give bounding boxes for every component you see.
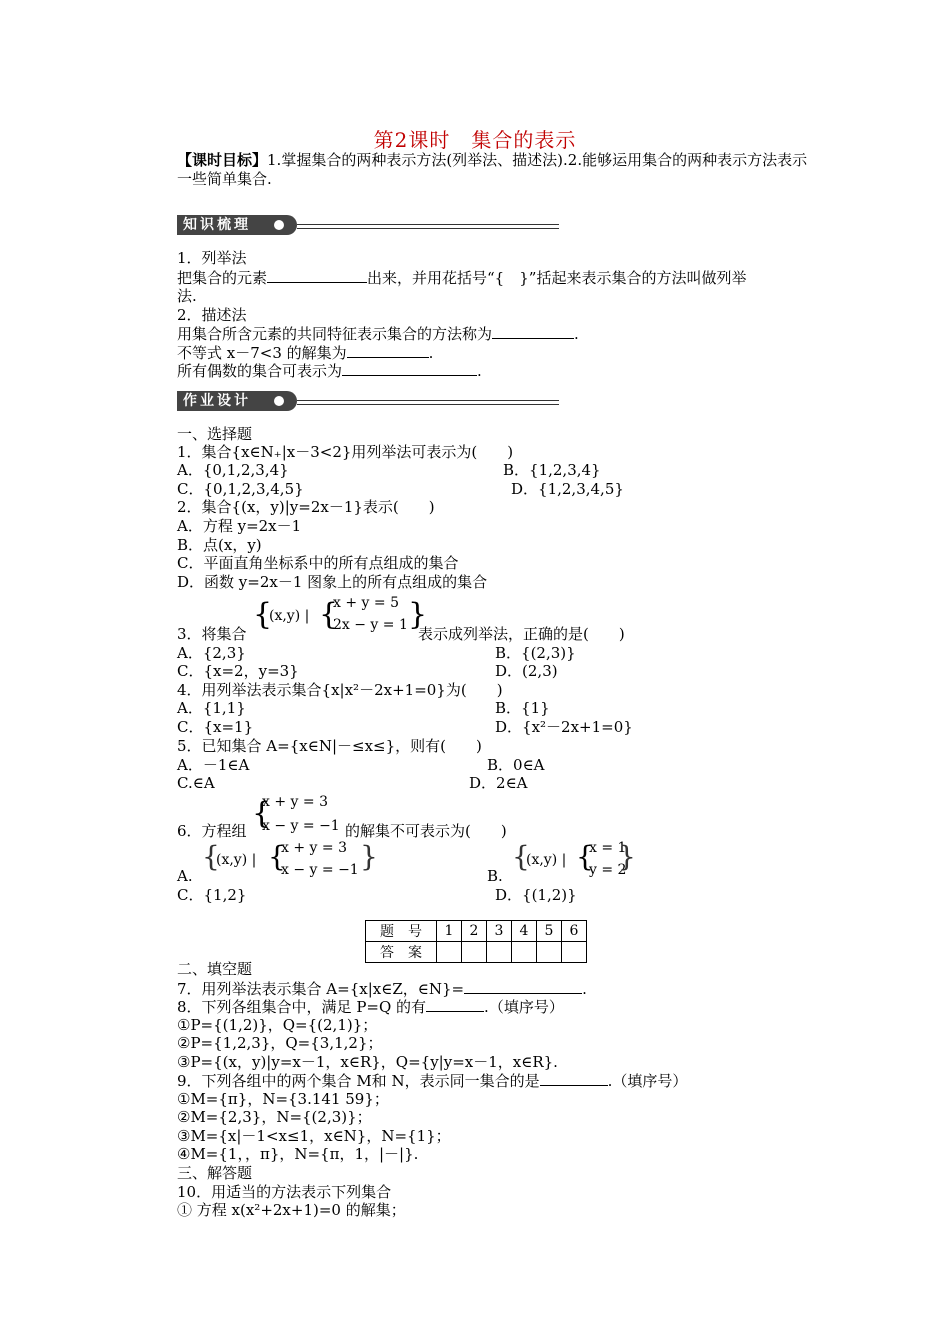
text-part: . (574, 325, 579, 343)
fill-blank[interactable] (347, 343, 429, 358)
brace: } (408, 597, 428, 632)
answer-cell[interactable] (462, 942, 487, 963)
option-formula (202, 838, 378, 884)
text-part: . (428, 344, 434, 362)
objective-tag: 【课时目标】 (177, 151, 268, 169)
text-line: 法. (177, 287, 197, 305)
objective-text: 1.掌握集合的两种表示方法(列举法、描述法).2.能够运用集合的两种表示方法表示一些简单集合. (177, 151, 808, 188)
table-cell: 6 (562, 921, 587, 942)
brace: } (360, 840, 378, 873)
answer-cell[interactable] (562, 942, 587, 963)
brace: { (319, 597, 339, 632)
table-cell: 1 (437, 921, 462, 942)
option: A．{2,3} (177, 644, 246, 662)
text-part: 8．下列各组集合中，满足 P=Q 的有 (177, 998, 427, 1016)
option: C．平面直角坐标系中的所有点组成的集合 (177, 554, 459, 572)
question-3-suffix: 表示成列举法，正确的是( ) (418, 625, 625, 643)
brace: { (512, 840, 530, 873)
item: ②P={1,2,3}，Q={3,1,2}； (177, 1034, 383, 1052)
text-part: 不等式 x－7<3 的解集为 (177, 344, 347, 362)
item: ③P={(x，y)|y=x－1，x∈R}，Q={y|y=x－1，x∈R}. (177, 1053, 558, 1071)
item: ③M={x|－1<x≤1，x∈N}，N={1}； (177, 1127, 451, 1145)
brace: { (253, 597, 273, 632)
option: C．{0,1,2,3,4,5} (177, 480, 304, 498)
option: A．－1∈A (177, 756, 250, 774)
question-3-prefix: 3．将集合 (177, 625, 247, 643)
table-cell: 题 号 (366, 921, 437, 942)
table-row (366, 921, 587, 942)
option: D．{x²－2x+1=0} (495, 718, 633, 736)
divider (297, 224, 559, 225)
question-4: 4．用列举法表示集合{x|x²－2x+1=0}为( ) (177, 681, 503, 699)
question-5: 5．已知集合 A={x∈N|－≤x≤}，则有( ) (177, 737, 482, 755)
option: B．0∈A (487, 756, 545, 774)
option: B．{1,2,3,4} (503, 461, 601, 479)
brace: { (268, 840, 286, 873)
answer-cell[interactable] (487, 942, 512, 963)
option: D．(2,3) (495, 662, 558, 680)
text-line (177, 324, 579, 343)
fill-blank[interactable] (342, 361, 477, 376)
part-heading: 三、解答题 (177, 1164, 253, 1182)
item: ④M={1，，π}，N={π，1，|－|}. (177, 1145, 419, 1163)
equation-line: x = 1 (589, 840, 627, 856)
option: D．函数 y=2x－1 图象上的所有点组成的集合 (177, 573, 488, 591)
part-heading: 二、填空题 (177, 960, 253, 978)
option-label: A. (177, 867, 193, 885)
text-part: . (477, 362, 482, 380)
answer-cell[interactable] (437, 942, 462, 963)
equation-line: x − y = −1 (281, 862, 359, 878)
section-label: 作业设计 (177, 391, 297, 411)
equation-line: y = 2 (589, 862, 627, 878)
option: C．{x=2，y=3} (177, 662, 299, 680)
question-8 (177, 997, 564, 1016)
item: ②M={2,3}，N={(2,3)}； (177, 1108, 372, 1126)
fill-blank[interactable] (492, 324, 574, 339)
brace: { (576, 840, 594, 873)
equation-line: x − y = −1 (262, 818, 340, 834)
text-part: . (582, 980, 587, 998)
option: C．{1,2} (177, 886, 247, 904)
formula-text: (x,y) | (216, 852, 257, 868)
option: B．点(x，y) (177, 536, 262, 554)
table-row (366, 942, 587, 963)
brace: { (202, 840, 220, 873)
question-10: 10．用适当的方法表示下列集合 (177, 1183, 392, 1201)
item: ①M={π}，N={3.141 59}； (177, 1090, 389, 1108)
option: C.∈A (177, 774, 215, 792)
option-formula (512, 838, 636, 884)
option-label: B. (487, 867, 503, 885)
question-7 (177, 979, 587, 998)
item: ①P={(1,2)}，Q={(2,1)}； (177, 1016, 378, 1034)
fill-blank[interactable] (267, 268, 367, 283)
text-part: .（填序号） (607, 1072, 688, 1090)
equation-line: x + y = 3 (262, 794, 328, 810)
formula-text: (x,y) | (269, 608, 310, 624)
page-title: 第2课时 集合的表示 (373, 128, 577, 152)
option: D．{(1,2)} (495, 886, 577, 904)
text-line (177, 268, 746, 287)
text-part: .（填序号） (484, 998, 564, 1016)
divider (297, 404, 559, 405)
option: B．{1} (495, 699, 550, 717)
text-line (177, 361, 482, 380)
divider (297, 228, 559, 229)
divider (297, 400, 559, 401)
option: A．{0,1,2,3,4} (177, 461, 289, 479)
text-part: 所有偶数的集合可表示为 (177, 362, 343, 380)
option: D．2∈A (469, 774, 528, 792)
question-2: 2．集合{(x，y)|y=2x－1}表示( ) (177, 498, 435, 516)
brace: } (618, 840, 636, 873)
text-part: 用集合所含元素的共同特征表示集合的方法称为 (177, 325, 493, 343)
table-cell: 4 (512, 921, 537, 942)
formula-text: (x,y) | (526, 852, 567, 868)
fill-blank[interactable] (464, 979, 582, 994)
option: B．{(2,3)} (495, 644, 576, 662)
text-part: 7．用列举法表示集合 A={x|x∈Z，∈N}= (177, 980, 465, 998)
question-1: 1．集合{x∈N₊|x－3<2}用列举法可表示为( ) (177, 443, 514, 461)
brace: { (252, 796, 272, 831)
equation-line: x + y = 5 (333, 595, 399, 611)
text-part: 把集合的元素 (177, 269, 268, 287)
answer-table (365, 920, 587, 963)
bullet-dot-icon (274, 220, 284, 230)
bullet-dot-icon (274, 396, 284, 406)
option: C．{x=1} (177, 718, 254, 736)
heading-describe-method: 2．描述法 (177, 306, 247, 324)
option: A．{1,1} (177, 699, 246, 717)
equation-line: 2x − y = 1 (333, 617, 408, 633)
equation-system (252, 792, 347, 840)
part-heading: 一、选择题 (177, 425, 253, 443)
equation-line: x + y = 3 (281, 840, 347, 856)
table-cell: 2 (462, 921, 487, 942)
option: D．{1,2,3,4,5} (511, 480, 624, 498)
text-part: 出来，并用花括号“{ }”括起来表示集合的方法叫做列举 (367, 269, 747, 287)
answer-cell[interactable] (537, 942, 562, 963)
fill-blank[interactable] (426, 997, 484, 1012)
heading-list-method: 1．列举法 (177, 249, 247, 267)
text-part: 9．下列各组中的两个集合 M和 N，表示同一集合的是 (177, 1072, 540, 1090)
text-line (177, 343, 433, 362)
fill-blank[interactable] (540, 1071, 608, 1086)
question-9 (177, 1071, 687, 1090)
table-cell: 3 (487, 921, 512, 942)
question-6-suffix: 的解集不可表示为( ) (345, 822, 507, 840)
answer-cell[interactable] (512, 942, 537, 963)
set-builder-formula (253, 593, 428, 639)
item: ① 方程 x(x²+2x+1)=0 的解集； (177, 1201, 406, 1219)
option: A．方程 y=2x－1 (177, 517, 302, 535)
lesson-objective (177, 151, 817, 189)
question-6-prefix: 6．方程组 (177, 822, 247, 840)
section-label: 知识梳理 (177, 215, 297, 235)
table-cell: 5 (537, 921, 562, 942)
table-cell: 答 案 (366, 942, 437, 963)
